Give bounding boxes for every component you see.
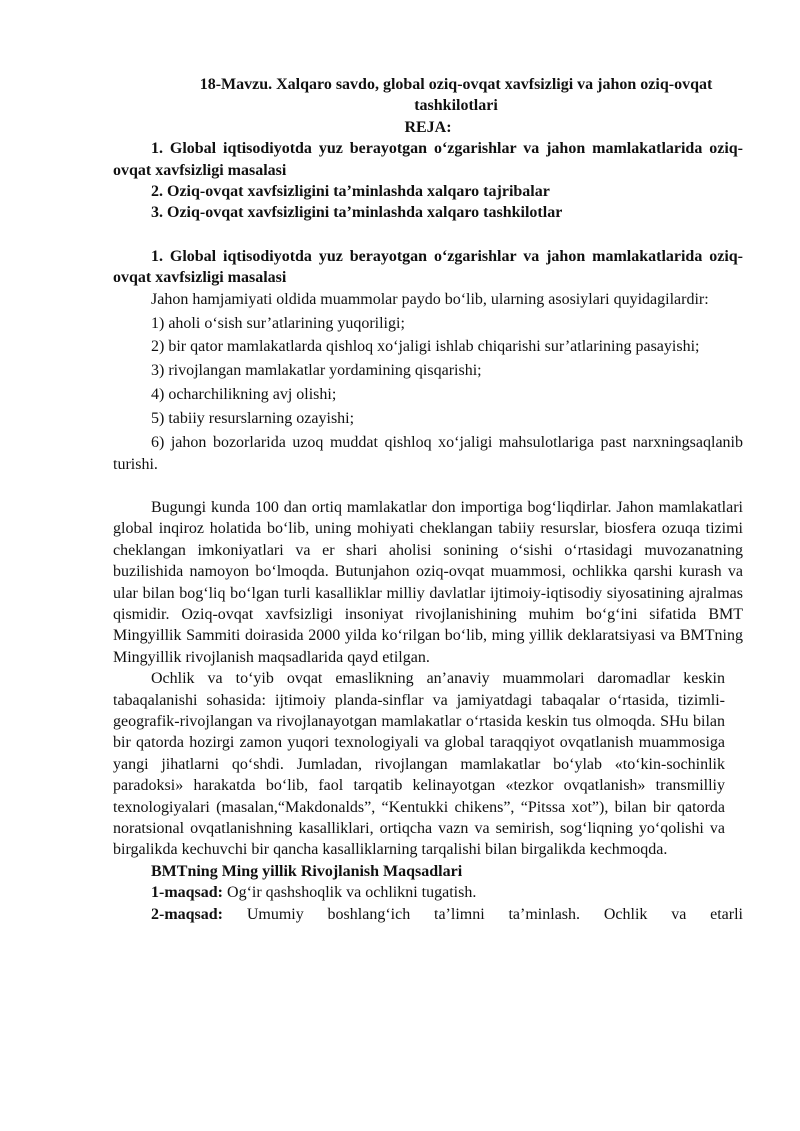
plan-item-3: 3. Oziq-ovqat xavfsizligini ta’minlashda xalqaro tashkilotlar bbox=[151, 204, 563, 222]
goal-text: Umumiy boshlang‘ich ta’limni ta’minlash. Ochlik va etarli bbox=[223, 905, 743, 923]
document-title: 18-Mavzu. Xalqaro savdo, global oziq-ovqat xavfsizligi va jahon oziq-ovqat tashkilotlari bbox=[199, 76, 713, 115]
goal-text: Og‘ir qashshoqlik va ochlikni tugatish. bbox=[223, 884, 477, 902]
body-paragraph-2: Ochlik va to‘yib ovqat emaslikning an’anaviy muammolari daromadlar keskin tabaqalanishi sohasida: ijtimoiy planda-sinflar va jamiyatdagi tabaqalar o‘rtasida, tizimli-geografik-rivojlangan va rivojlanayotgan mamlakatlar o‘rtasida keskin tus olmoqda. SHu bilan bir qatorda hozirgi zamon yuqori texnologiyali va global taraqqiyot ovqatlanish muammosiga yangi jihatlarni qo‘shdi. Jumladan, rivojlangan mamlakatlar bo‘ylab «to‘kin-sochinlik paradoksi» harakatda bo‘lib, faol tarqatib kelinayotgan «tezkor ovqatlanish» transmilliy texnologiyalari (masalan,“Makdonalds”, “Kentukki chikens”, “Pitssa xot”), bilan bir qatorda noratsional ovqatlanishning kasalliklari, ortiqcha vazn va semirish, sog‘liqning yo‘qolishi va birgalikda kechuvchi bir qancha kasalliklarning tarqalishi bilan birgalikda kechmoqda. bbox=[113, 670, 725, 859]
section-heading: 1. Global iqtisodiyotda yuz berayotgan o‘zgarishlar va jahon mamlakatlarida oziq-ovqat xavfsizligi masalasi bbox=[113, 247, 743, 287]
goal-label: 2-maqsad: bbox=[151, 905, 224, 923]
body-paragraph-1: Bugungi kunda 100 dan ortiq mamlakatlar don importiga bog‘liqdirlar. Jahon mamlakatlari global inqiroz holatida bo‘lib, uning mohiyati cheklangan tabiiy resurslar, biosfera ozuqa tizimi cheklangan imkoniyatlari va er shari aholisi sonining o‘sishi o‘rtasidagi muvozanatning buzilishida namoyon bo‘lmoqda. Butunjahon oziq-ovqat muammosi, ochlikka qarshi kurash va ular bilan bog‘liq bo‘lgan turli kasalliklar milliy davlatlar ijtimoiy-iqtisodiy siyosatining ajralmas qismidir. Oziq-ovqat xavfsizligi insoniyat rivojlanishining muhim bo‘g‘ini sifatida BMT Mingyillik Sammiti doirasida 2000 yilda ko‘rilgan bo‘lib, ming yillik deklaratsiyasi va BMTning Mingyillik rivojlanish maqsadlarida qayd etilgan. bbox=[113, 498, 743, 666]
goal-item-1 bbox=[113, 882, 743, 903]
problem-item-6: 6) jahon bozorlarida uzoq muddat qishloq xo‘jaligi mahsulotlariga past narxningsaqlanib turishi. bbox=[113, 434, 743, 473]
problem-item-3: 3) rivojlangan mamlakatlar yordamining qisqarishi; bbox=[151, 362, 482, 380]
document-page bbox=[113, 74, 743, 925]
plan-item-1: 1. Global iqtisodiyotda yuz berayotgan o‘zgarishlar va jahon mamlakatlarida oziq-ovqat xavfsizligi masalasi bbox=[113, 140, 743, 179]
problem-item-4: 4) ocharchilikning avj olishi; bbox=[151, 386, 337, 404]
spacer bbox=[113, 475, 743, 497]
problem-item-2: 2) bir qator mamlakatlarda qishloq xo‘jaligi ishlab chiqarishi sur’atlarining pasayishi; bbox=[151, 338, 700, 356]
problem-item-5: 5) tabiiy resurslarning ozayishi; bbox=[151, 410, 355, 428]
goal-item-2 bbox=[113, 904, 743, 925]
spacer bbox=[113, 224, 743, 246]
goals-heading: BMTning Ming yillik Rivojlanish Maqsadlari bbox=[151, 862, 463, 880]
intro-paragraph: Jahon hamjamiyati oldida muammolar paydo bo‘lib, ularning asosiylari quyidagilardir: bbox=[151, 290, 709, 308]
plan-item-2: 2. Oziq-ovqat xavfsizligini ta’minlashda xalqaro tajribalar bbox=[151, 183, 550, 201]
goal-label: 1-maqsad: bbox=[151, 884, 224, 902]
problem-item-1: 1) aholi o‘sish sur’atlarining yuqoriligi; bbox=[151, 314, 405, 332]
plan-heading: REJA: bbox=[404, 118, 452, 136]
